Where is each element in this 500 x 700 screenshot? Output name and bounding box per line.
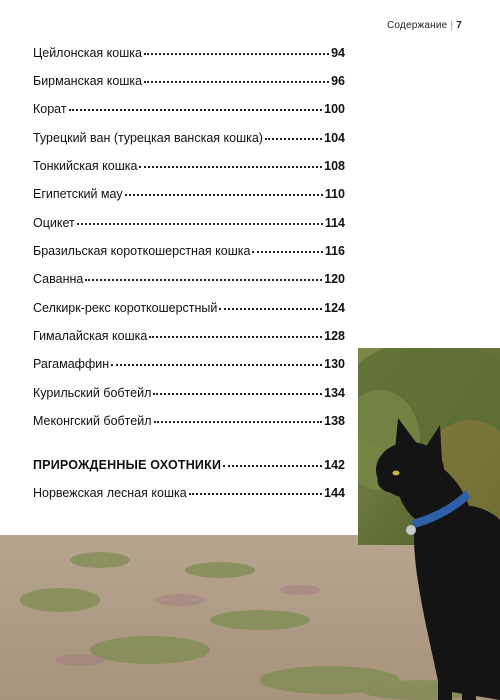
toc-item-page: 114 <box>324 216 345 230</box>
toc-leader <box>265 138 322 140</box>
toc-item-title: Рагамаффин <box>33 357 110 371</box>
toc-leader <box>144 81 329 83</box>
toc-leader <box>144 53 329 55</box>
toc-leader <box>139 166 322 168</box>
toc-item[interactable] <box>33 301 345 319</box>
toc-leader <box>219 308 322 310</box>
toc-item-page: 128 <box>324 329 345 343</box>
toc-item-title: Гималайская кошка <box>33 329 148 343</box>
toc-item-page: 134 <box>324 386 345 400</box>
top-right-panel <box>358 0 500 348</box>
toc-item[interactable] <box>33 244 345 262</box>
toc-item[interactable] <box>33 159 345 177</box>
toc-item[interactable] <box>33 329 345 347</box>
header-section: Содержание <box>386 20 448 31</box>
toc-item-page: 142 <box>324 458 345 472</box>
toc-item[interactable] <box>33 74 345 92</box>
toc-item[interactable] <box>33 102 345 120</box>
toc-item-page: 124 <box>324 301 345 315</box>
toc-leader <box>85 279 322 281</box>
toc-item[interactable] <box>33 486 345 504</box>
toc-item-page: 138 <box>324 414 345 428</box>
toc-leader <box>69 109 323 111</box>
toc-item[interactable] <box>33 357 345 375</box>
toc-item-title: Турецкий ван (турецкая ванская кошка) <box>33 131 263 145</box>
toc-leader <box>111 364 322 366</box>
toc-item-page: 130 <box>324 357 345 371</box>
toc-item[interactable] <box>33 272 345 290</box>
toc-item-title: Саванна <box>33 272 84 286</box>
toc-leader <box>189 493 322 495</box>
toc-item-page: 94 <box>331 46 345 60</box>
toc-leader <box>153 393 322 395</box>
toc-item-title: Корат <box>33 102 67 116</box>
toc-item[interactable] <box>33 216 345 234</box>
toc-leader <box>125 194 323 196</box>
running-header <box>387 20 462 31</box>
toc-item[interactable] <box>33 414 345 432</box>
toc-item-title: Селкирк-рекс короткошерстный <box>33 301 218 315</box>
toc-item[interactable] <box>33 386 345 404</box>
toc-leader <box>77 223 323 225</box>
toc-item-page: 144 <box>324 486 345 500</box>
toc-item-title: Тонкийская кошка <box>33 159 138 173</box>
toc-leader <box>223 465 322 467</box>
toc-section-heading[interactable] <box>33 458 345 476</box>
toc-item-page: 116 <box>324 244 345 258</box>
header-page-number: 7 <box>456 20 462 31</box>
header-separator: | <box>450 20 454 31</box>
toc-item-page: 108 <box>324 159 345 173</box>
toc-item[interactable] <box>33 131 345 149</box>
toc-item-page: 104 <box>324 131 345 145</box>
toc-item-title: Египетский мау <box>33 187 123 201</box>
toc-item-title: ПРИРОЖДЕННЫЕ ОХОТНИКИ <box>33 458 222 472</box>
toc-leader <box>149 336 322 338</box>
toc-item-title: Норвежская лесная кошка <box>33 486 187 500</box>
toc-item[interactable] <box>33 46 345 64</box>
toc-leader <box>252 251 322 253</box>
toc-item-title: Бирманская кошка <box>33 74 143 88</box>
toc-item-title: Меконгский бобтейл <box>33 414 152 428</box>
toc-item-title: Бразильская короткошерстная кошка <box>33 244 251 258</box>
toc-item-title: Оцикет <box>33 216 75 230</box>
toc-leader <box>154 421 323 423</box>
toc-item-page: 110 <box>324 187 345 201</box>
toc-item[interactable] <box>33 187 345 205</box>
toc-item-page: 120 <box>324 272 345 286</box>
toc-item-title: Курильский бобтейл <box>33 386 152 400</box>
toc-item-page: 100 <box>324 102 345 116</box>
toc-item-page: 96 <box>331 74 345 88</box>
toc-item-title: Цейлонская кошка <box>33 46 142 60</box>
